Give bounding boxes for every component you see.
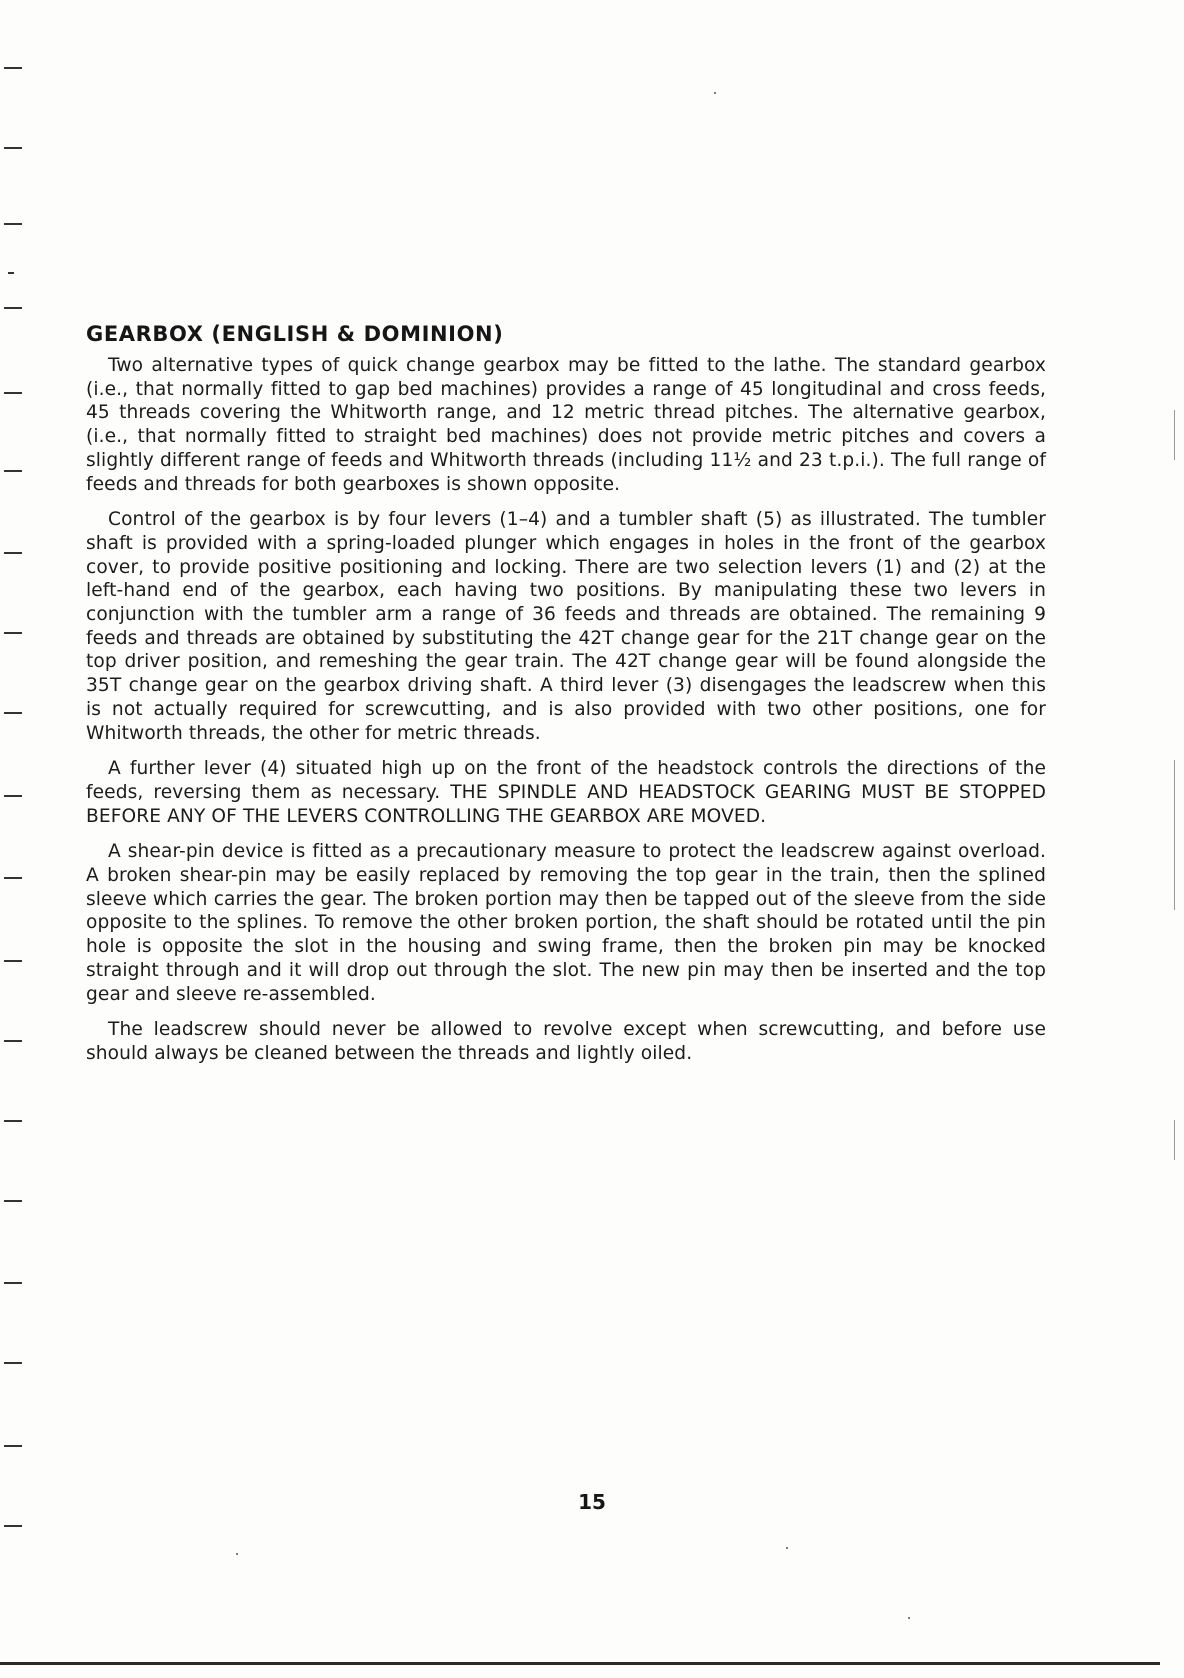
margin-mark: [4, 877, 22, 879]
section-heading: GEARBOX (ENGLISH & DOMINION): [86, 322, 504, 346]
page-number: 15: [578, 1490, 606, 1514]
speck: [236, 1553, 238, 1555]
margin-mark: [4, 147, 22, 149]
bottom-rule: [0, 1662, 1160, 1665]
margin-mark: [4, 1120, 22, 1122]
paragraph-gearbox-control: Control of the gearbox is by four levers (1–4) and a tumbler shaft (5) as illustrated. The tumbler shaft is provided with a spring-loaded plunger which engages in holes in the front of the gearbox cover, to provide positive positioning and locking. There are two selection levers (1) and (2) at the left-hand end of the gearbox, each having two positions. By manipulating these two levers in conjunction with the tumbler arm a range of 36 feeds and threads are obtained. The remaining 9 feeds and threads are obtained by substituting the 42T change gear for the 21T change gear on the top driver position, and remeshing the gear train. The 42T change gear will be found alongside the 35T change gear on the gearbox driving shaft. A third lever (3) disengages the leadscrew when this is not actually required for screwcutting, and is also provided with two other positions, one for Whitworth threads, the other for metric threads.: [86, 509, 1046, 744]
paragraph-leadscrew-care: The leadscrew should never be allowed to revolve except when screwcutting, and before use should always be cleaned between the threads and lightly oiled.: [86, 1019, 1046, 1064]
speck: [908, 1617, 910, 1619]
margin-mark: [4, 67, 22, 69]
margin-speck: [1174, 410, 1175, 460]
paragraph-reversing-lever: A further lever (4) situated high up on the front of the headstock controls the directions of the feeds, reversing them as necessary. THE SPINDLE AND HEADSTOCK GEARING MUST BE STOPPED BEFORE ANY OF THE LEVERS CONTROLLING THE GEARBOX ARE MOVED.: [86, 758, 1046, 827]
margin-mark: [4, 1200, 22, 1202]
margin-mark: [4, 632, 22, 634]
margin-mark: [4, 1040, 22, 1042]
paragraph-gearbox-types: Two alternative types of quick change gearbox may be fitted to the lathe. The standard gearbox (i.e., that normally fitted to gap bed machines) provides a range of 45 longitudinal and cross feeds, 45 threads covering the Whitworth range, and 12 metric thread pitches. The alternative gearbox, (i.e., that normally fitted to straight bed machines) does not provide metric pitches and covers a slightly different range of feeds and Whitworth threads (including 11½ and 23 t.p.i.). The full range of feeds and threads for both gearboxes is shown opposite.: [86, 355, 1046, 495]
margin-mark: [4, 223, 22, 225]
margin-mark: [4, 307, 22, 309]
margin-mark: [4, 552, 22, 554]
margin-mark: [4, 712, 22, 714]
margin-mark: [4, 1445, 22, 1447]
speck: [786, 1547, 788, 1549]
margin-speck: [1174, 1120, 1175, 1160]
paragraph-shear-pin: A shear-pin device is fitted as a precautionary measure to protect the leadscrew against overload. A broken shear-pin may be easily replaced by removing the top gear in the train, then the splined sleeve which carries the gear. The broken portion may then be tapped out of the sleeve from the side opposite to the splines. To remove the other broken portion, the shaft should be rotated until the pin hole is opposite the slot in the housing and swing frame, then the broken pin may be knocked straight through and it will drop out through the slot. The new pin may then be inserted and the top gear and sleeve re-assembled.: [86, 841, 1046, 1005]
document-body: [86, 322, 1046, 1078]
margin-mark: [4, 960, 22, 962]
margin-speck: [1174, 760, 1175, 910]
margin-mark: [4, 795, 22, 797]
margin-mark: [4, 392, 22, 394]
margin-mark: [4, 1282, 22, 1284]
margin-mark: [4, 1362, 22, 1364]
margin-mark: [8, 272, 14, 274]
speck: [714, 92, 716, 94]
margin-mark: [4, 1525, 22, 1527]
margin-mark: [4, 470, 22, 472]
